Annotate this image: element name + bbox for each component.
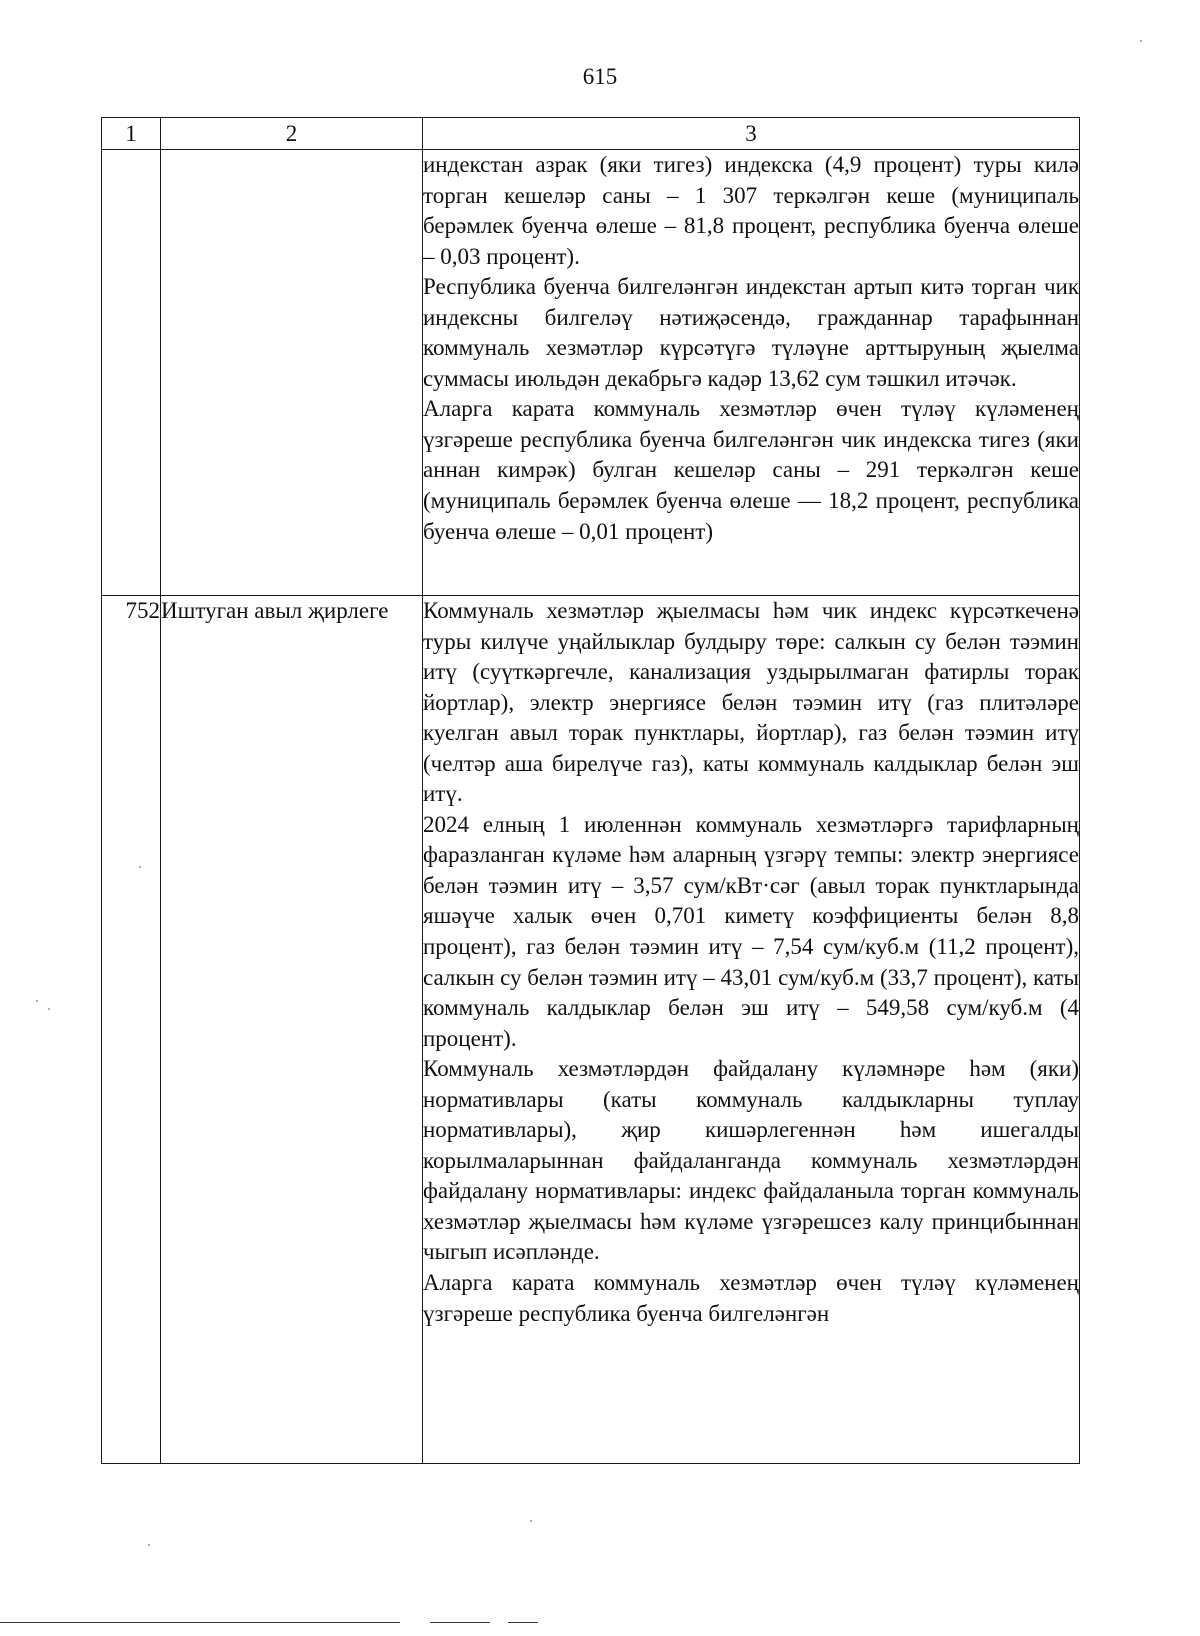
row-paragraph: Аларга карата коммуналь хезмәтләр өчен түләү күләменең үзгәреше республика буенча билгеләнгән чик индекска тигез (яки аннан кимрәк) булган кешеләр саны – 291 теркәлгән кеше (муниципаль берәмлек буенча өлеше — 18,2 процент, республика буенча өлеше – 0,01 процент) xyxy=(423,396,1079,544)
row-paragraph: Республика буенча билгеләнгән индекстан артып китә торган чик индексны билгеләү нәтиҗәсендә, гражданнар тарафыннан коммуналь хезмәтләр күрсәтүгә түләүне арттыруның җыелма суммасы июльдән декабрьгә кадәр 13,62 сум тәшкил итәчәк. xyxy=(423,274,1079,391)
scan-edge-line xyxy=(0,1622,400,1623)
row-name xyxy=(161,150,423,596)
scan-speck xyxy=(48,1008,50,1010)
row-text xyxy=(423,150,1080,596)
page-number: 615 xyxy=(582,64,618,89)
row-paragraph: индекстан азрак (яки тигез) индекска (4,9 процент) туры килә торган кешеләр саны – 1 307 теркәлгән кеше (муниципаль берәмлек буенча өлеше – 81,8 процент, республика буенча өлеше – 0,03 процент). xyxy=(423,152,1079,269)
header-col-2: 2 xyxy=(161,118,423,150)
table-row xyxy=(102,150,1080,596)
scan-speck xyxy=(139,866,141,868)
row-name: Иштуган авыл җирлеге xyxy=(161,596,423,1464)
header-col-3: 3 xyxy=(423,118,1080,150)
row-number: 752 xyxy=(102,596,161,1464)
row-paragraph: Коммуналь хезмәтләр җыелмасы һәм чик индекс күрсәткеченә туры килүче уңайлыклар булдыру төре: салкын су белән тәэмин итү (суүткәргечле, канализация уздырылмаган фатирлы торак йортлар), электр энергиясе белән тәэмин итү (газ плитәләре куелган авыл торак пунктлары, йортлар), газ белән тәэмин итү (челтәр аша бирелүче газ), каты коммуналь калдыклар белән эш итү. xyxy=(423,598,1079,807)
row-text xyxy=(423,596,1080,1464)
row-paragraph: 2024 елның 1 июленнән коммуналь хезмәтләргә тарифларның фаразланган күләме һәм аларның үзгәрү темпы: электр энергиясе белән тәэмин итү – 3,57 сум/кВт·сәг (авыл торак пунктларында яшәүче халык өчен 0,701 киметү коэффициенты белән 8,8 процент), газ белән тәэмин итү – 7,54 сум/куб.м (11,2 процент), салкын су белән тәэмин итү – 43,01 сум/куб.м (33,7 процент), каты коммуналь калдыклар белән эш итү – 549,58 сум/куб.м (4 процент). xyxy=(423,811,1079,1051)
table-row xyxy=(102,596,1080,1464)
scan-edge-line xyxy=(430,1622,490,1623)
data-table xyxy=(101,117,1080,1464)
header-col-1: 1 xyxy=(102,118,161,150)
table-header-row xyxy=(102,118,1080,150)
scan-speck xyxy=(1140,40,1142,42)
scan-speck xyxy=(530,1520,532,1522)
scan-speck xyxy=(148,1544,150,1546)
scan-edge-line xyxy=(508,1622,538,1623)
row-paragraph: Коммуналь хезмәтләрдән файдалану күләмнәре һәм (яки) нормативлары (каты коммуналь калдыкларны туплау нормативлары), җир кишәрлегеннән һәм ишегалды корылмаларыннан файдаланганда коммуналь хезмәтләрдән файдалану нормативлары: индекс файдаланыла торган коммуналь хезмәтләр җыелмасы һәм күләме үзгәрешсез калу принцибыннан чыгып исәпләнде. xyxy=(423,1056,1079,1265)
row-paragraph: Аларга карата коммуналь хезмәтләр өчен түләү күләменең үзгәреше республика буенча билгеләнгән xyxy=(423,1270,1079,1326)
row-number xyxy=(102,150,161,596)
scan-speck xyxy=(36,1000,38,1002)
